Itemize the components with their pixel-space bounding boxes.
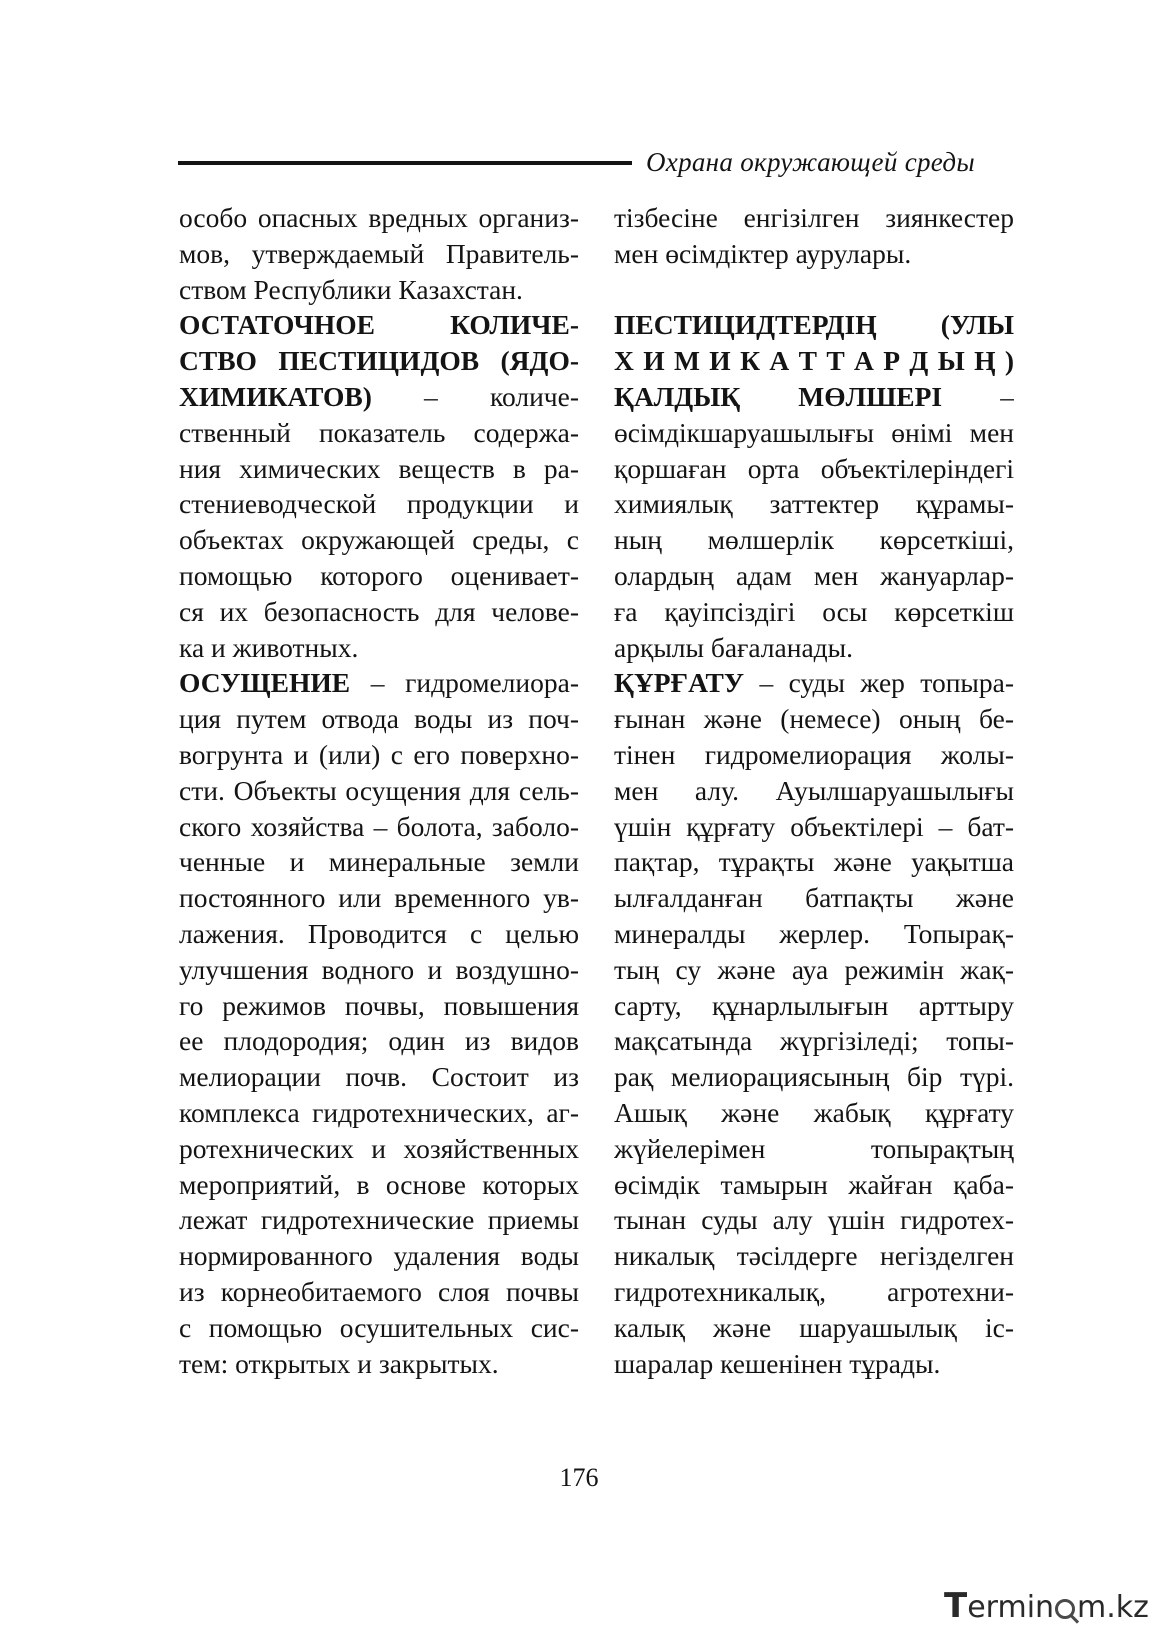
- header-rule: [178, 161, 632, 165]
- text-line: ством Республики Казахстан.: [179, 273, 523, 305]
- text-line: объектах окружающей среды, с: [179, 524, 579, 556]
- text-line: [614, 307, 1014, 343]
- text-line: с помощью осушительных сис-: [179, 1311, 579, 1343]
- text-line: [179, 665, 579, 701]
- text-line: рақ мелиорациясының бір түрі.: [614, 1061, 1014, 1093]
- term-heading: ҚҰРҒАТУ: [614, 667, 745, 699]
- text-line: ротехнических и хозяйственных: [179, 1132, 579, 1164]
- text-line: шаралар кешенінен тұрады.: [614, 1347, 941, 1379]
- right-column: [614, 200, 1014, 1381]
- running-title: Охрана окружающей среды: [646, 147, 975, 177]
- text-line: лажения. Проводится с целью: [179, 917, 579, 949]
- text-line: өсімдікшаруашылығы өнімі мен: [614, 416, 1014, 448]
- text-line: мен өсімдіктер аурулары.: [614, 237, 912, 269]
- paragraph-gap: [614, 272, 1014, 308]
- term-heading: ҚАЛДЫҚ МӨЛШЕРІ: [614, 380, 943, 412]
- text-line: қоршаған орта объектілеріндегі: [614, 452, 1014, 484]
- text-line: никалық тәсілдерге негізделген: [614, 1240, 1014, 1272]
- term-heading: СТВО ПЕСТИЦИДОВ (ЯДО-: [179, 345, 579, 377]
- text-line: тінен гидромелиорация жолы-: [614, 738, 1014, 770]
- text-line: ция путем отвода воды из поч-: [179, 703, 579, 735]
- text-line: мен алу. Ауылшаруашылығы: [614, 774, 1014, 806]
- term-definition-start: – количе-: [371, 380, 579, 412]
- text-line: мелиорации почв. Состоит из: [179, 1061, 579, 1093]
- text-line: стениеводческой продукции и: [179, 488, 579, 520]
- text-line: ның мөлшерлік көрсеткіші,: [614, 524, 1014, 556]
- page-number: 176: [559, 1463, 599, 1492]
- text-line: постоянного или временного ув-: [179, 882, 579, 914]
- text-line: комплекса гидротехнических, аг-: [179, 1096, 579, 1128]
- term-definition-start: –: [942, 380, 1014, 412]
- text-line: мақсатында жүргізіледі; топы-: [614, 1025, 1014, 1057]
- text-line: мов, утверждаемый Правитель-: [179, 237, 579, 269]
- watermark-text-start: ermin: [967, 1590, 1055, 1625]
- term-heading: ПЕСТИЦИДТЕРДІҢ (УЛЫ: [614, 309, 1014, 341]
- watermark-text-end: m.kz: [1077, 1590, 1149, 1625]
- text-line: ға қауіпсіздігі осы көрсеткіш: [614, 595, 1014, 627]
- text-line: из корнеобитаемого слоя почвы: [179, 1275, 579, 1307]
- term-heading: ОСУЩЕНИЕ: [179, 667, 351, 699]
- text-line: минералды жерлер. Топырақ-: [614, 917, 1014, 949]
- watermark-letter-t: T: [944, 1586, 968, 1626]
- text-line: [614, 379, 1014, 415]
- text-line: сти. Объекты осущения для сель-: [179, 774, 579, 806]
- text-line: жүйелерімен топырақтың: [614, 1132, 1014, 1164]
- term-heading: ХИМИКАТОВ): [179, 380, 372, 412]
- text-line: ся их безопасность для челове-: [179, 595, 579, 627]
- text-line: гидротехникалық, агротехни-: [614, 1275, 1014, 1307]
- term-heading: ОСТАТОЧНОЕ КОЛИЧЕ-: [179, 309, 579, 341]
- text-line: олардың адам мен жануарлар-: [614, 559, 1014, 591]
- text-line: вогрунта и (или) с его поверхно-: [179, 738, 579, 770]
- magnifier-icon: [1055, 1599, 1075, 1619]
- text-line: помощью которого оценивает-: [179, 559, 579, 591]
- term-definition-start: – суды жер топыра-: [744, 667, 1014, 699]
- text-line: [179, 343, 579, 379]
- text-line: го режимов почвы, повышения: [179, 989, 579, 1021]
- text-line: улучшения водного и воздушно-: [179, 953, 579, 985]
- text-line: тізбесіне енгізілген зиянкестер: [614, 202, 1014, 233]
- text-line: ния химических веществ в ра-: [179, 452, 579, 484]
- text-line: нормированного удаления воды: [179, 1240, 579, 1272]
- text-line: ылғалданған батпақты және: [614, 882, 1014, 914]
- left-column: [179, 200, 579, 1381]
- text-line: тың су және ауа режимін жақ-: [614, 953, 1014, 985]
- watermark-logo: [944, 1586, 1149, 1626]
- text-line: ственный показатель содержа-: [179, 416, 579, 448]
- text-line: лежат гидротехнические приемы: [179, 1204, 579, 1236]
- text-line: ғынан және (немесе) оның бе-: [614, 703, 1014, 735]
- text-line: особо опасных вредных организ-: [179, 202, 579, 233]
- text-line: ка и животных.: [179, 631, 359, 663]
- term-definition-start: – гидромелиора-: [350, 667, 579, 699]
- text-line: пақтар, тұрақты және уақытша: [614, 846, 1014, 878]
- text-line: калық және шаруашылық іс-: [614, 1311, 1014, 1343]
- text-line: мероприятий, в основе которых: [179, 1168, 579, 1200]
- text-line: [614, 665, 1014, 701]
- text-line: үшін құрғату объектілері – бат-: [614, 810, 1014, 842]
- text-line: ченные и минеральные земли: [179, 846, 579, 878]
- text-line: өсімдік тамырын жайған қаба-: [614, 1168, 1014, 1200]
- text-line: тынан суды алу үшін гидротех-: [614, 1204, 1014, 1236]
- text-line: тем: открытых и закрытых.: [179, 1347, 499, 1379]
- text-line: [179, 307, 579, 343]
- term-heading: Х И М И К А Т Т А Р Д Ы Ң ): [614, 345, 1014, 377]
- text-line: ее плодородия; один из видов: [179, 1025, 579, 1057]
- text-line: [614, 343, 1014, 379]
- text-line: ского хозяйства – болота, заболо-: [179, 810, 579, 842]
- text-line: арқылы бағаланады.: [614, 631, 853, 663]
- text-line: Ашық және жабық құрғату: [614, 1096, 1014, 1128]
- text-line: сарту, құнарлылығын арттыру: [614, 989, 1014, 1021]
- text-line: химиялық заттектер құрамы-: [614, 488, 1014, 520]
- text-line: [179, 379, 579, 415]
